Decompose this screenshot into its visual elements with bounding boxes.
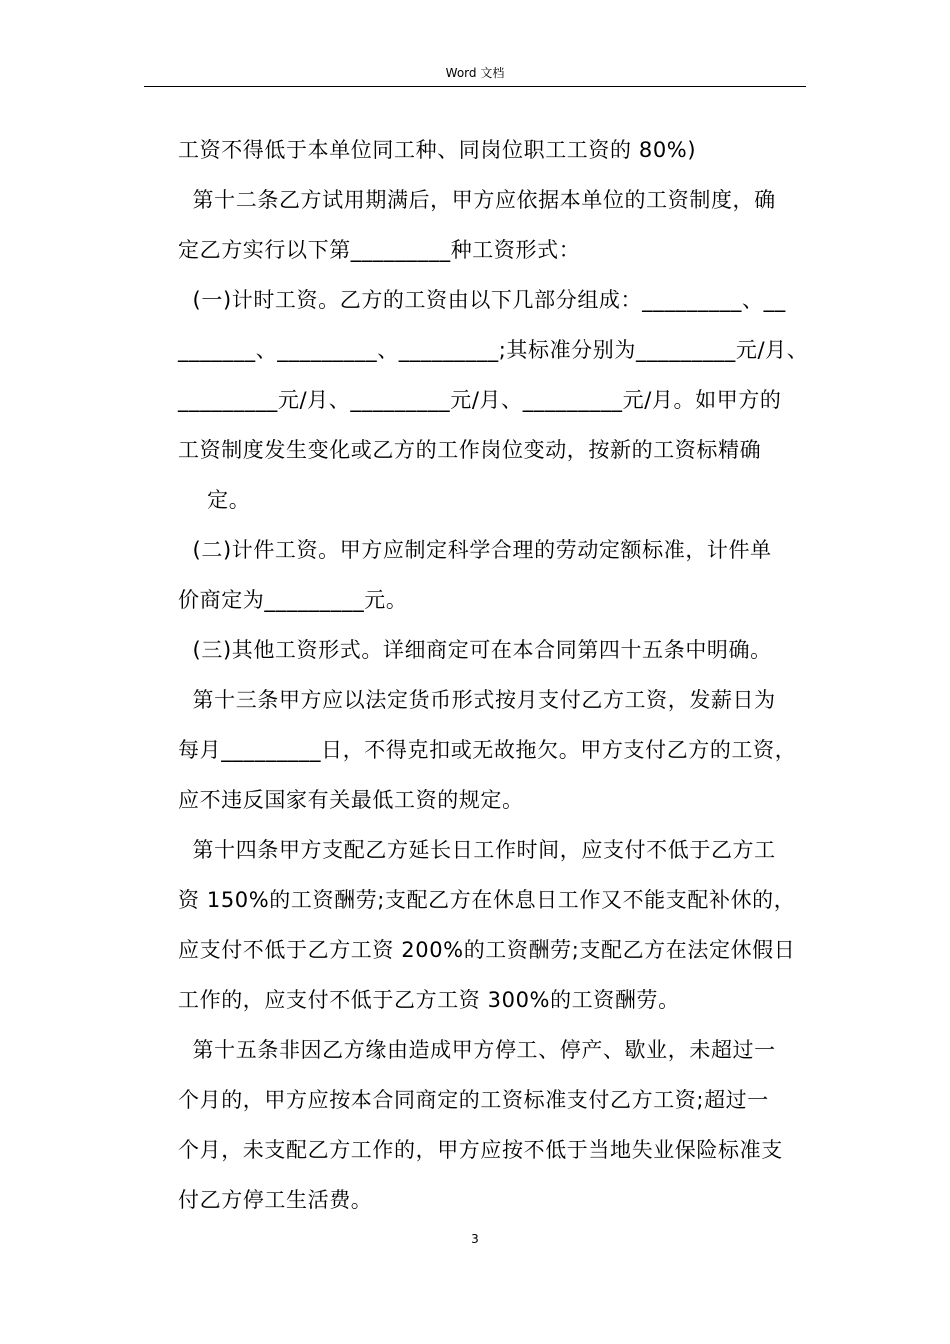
body-line: (三)其他工资形式。详细商定可在本合同第四十五条中明确。 xyxy=(178,638,772,662)
body-line: 付乙方停工生活费。 xyxy=(178,1188,373,1212)
body-line: 定。 xyxy=(178,488,251,512)
page-number: 3 xyxy=(471,1232,479,1246)
body-line: 个月，未支配乙方工作的，甲方应按不低于当地失业保险标准支 xyxy=(178,1138,783,1162)
body-line: 第十四条甲方支配乙方延长日工作时间，应支付不低于乙方工 xyxy=(178,838,776,862)
body-line: (一)计时工资。乙方的工资由以下几部分组成：_________、__ xyxy=(178,288,786,312)
body-line: (二)计件工资。甲方应制定科学合理的劳动定额标准，计件单 xyxy=(178,538,772,562)
body-line: 资 150%的工资酬劳;支配乙方在休息日工作又不能支配补休的， xyxy=(178,888,796,912)
body-line: 工资不得低于本单位同工种、同岗位职工工资的 80%) xyxy=(178,138,697,162)
body-line: _________元/月、_________元/月、_________元/月。如甲方的 xyxy=(178,388,782,412)
body-line: 第十二条乙方试用期满后，甲方应依据本单位的工资制度，确 xyxy=(178,188,776,212)
body-line: 应支付不低于乙方工资 200%的工资酬劳;支配乙方在法定休假日 xyxy=(178,938,796,962)
body-line: 第十五条非因乙方缘由造成甲方停工、停产、歇业，未超过一 xyxy=(178,1038,776,1062)
body-line: 工资制度发生变化或乙方的工作岗位变动，按新的工资标精确 xyxy=(178,438,762,462)
header-divider xyxy=(144,86,806,87)
body-line: 第十三条甲方应以法定货币形式按月支付乙方工资，发薪日为 xyxy=(178,688,776,712)
body-line: _______、_________、_________;其标准分别为_________元/月、 xyxy=(178,338,809,362)
body-line: 应不违反国家有关最低工资的规定。 xyxy=(178,788,524,812)
document-header: Word 文档 xyxy=(445,66,505,80)
body-line: 工作的，应支付不低于乙方工资 300%的工资酬劳。 xyxy=(178,988,680,1012)
body-line: 价商定为_________元。 xyxy=(178,588,408,612)
body-line: 定乙方实行以下第_________种工资形式： xyxy=(178,238,581,262)
body-line: 每月_________日，不得克扣或无故拖欠。甲方支付乙方的工资， xyxy=(178,738,797,762)
body-line: 个月的，甲方应按本合同商定的工资标准支付乙方工资;超过一 xyxy=(178,1088,769,1112)
